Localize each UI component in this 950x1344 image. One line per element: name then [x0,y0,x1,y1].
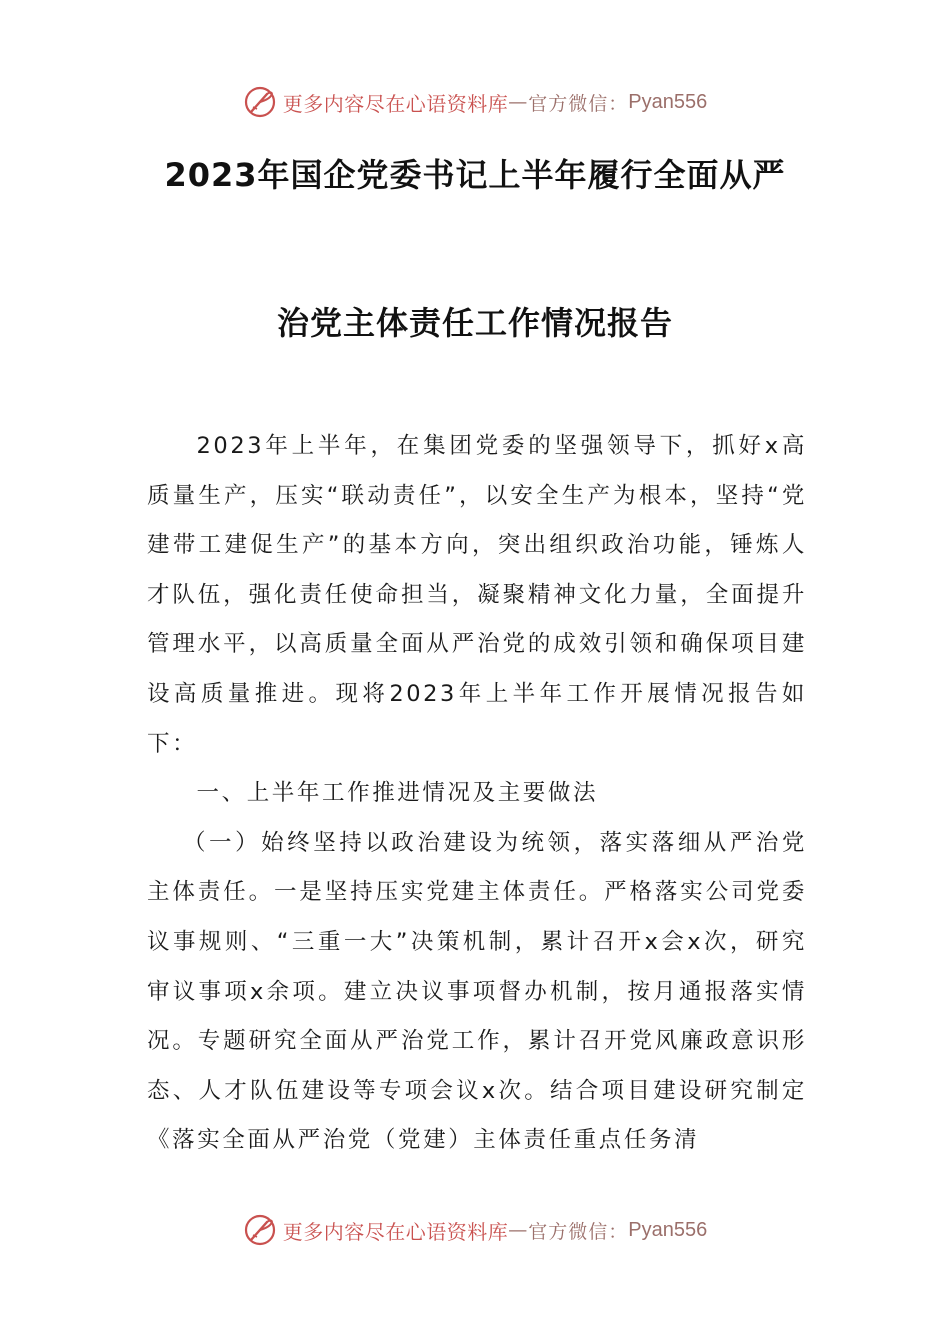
watermark-wechat-id: Pyan556 [628,1218,708,1241]
header-watermark [0,82,950,122]
document-body [147,422,807,1166]
document-title-line-1: 2023年国企党委书记上半年履行全面从严 [164,156,786,194]
footer-watermark [0,1210,950,1250]
watermark-site-text: 更多内容尽在心语资料库 [282,1219,509,1244]
body-paragraph-intro: 2023年上半年，在集团党委的坚强领导下，抓好x高质量生产，压实“联动责任”，以安全生产为根本，坚持“党建带工建促生产”的基本方向，突出组织政治功能，锤炼人才队伍，强化责任使命担当，凝聚精神文化力量，全面提升管理水平，以高质量全面从严治党的成效引领和确保项目建设高质量推进。现将2023年上半年工作开展情况报告如下： [147,433,807,757]
document-title-line-2: 治党主体责任工作情况报告 [276,304,673,342]
watermark-dash: — [508,91,529,113]
watermark-wechat-label: 官方微信： [528,92,629,115]
watermark-wechat-label: 官方微信： [528,1220,629,1243]
quill-logo-icon [243,1213,277,1247]
watermark-site-text: 更多内容尽在心语资料库 [282,91,509,116]
quill-logo-icon [243,85,277,119]
section-heading-1: 一、上半年工作推进情况及主要做法 [196,780,599,807]
body-paragraph-section-1-1: （一）始终坚持以政治建设为统领，落实落细从严治党主体责任。一是坚持压实党建主体责任。严格落实公司党委议事规则、“三重一大”决策机制，累计召开x会x次，研究审议事项x余项。建立决议事项督办机制，按月通报落实情况。专题研究全面从严治党工作，累计召开党风廉政意识形态、人才队伍建设等专项会议x次。结合项目建设研究制定《落实全面从严治党（党建）主体责任重点任务清 [147,829,807,1154]
watermark-dash: — [508,1219,529,1241]
watermark-wechat-id: Pyan556 [628,90,708,113]
